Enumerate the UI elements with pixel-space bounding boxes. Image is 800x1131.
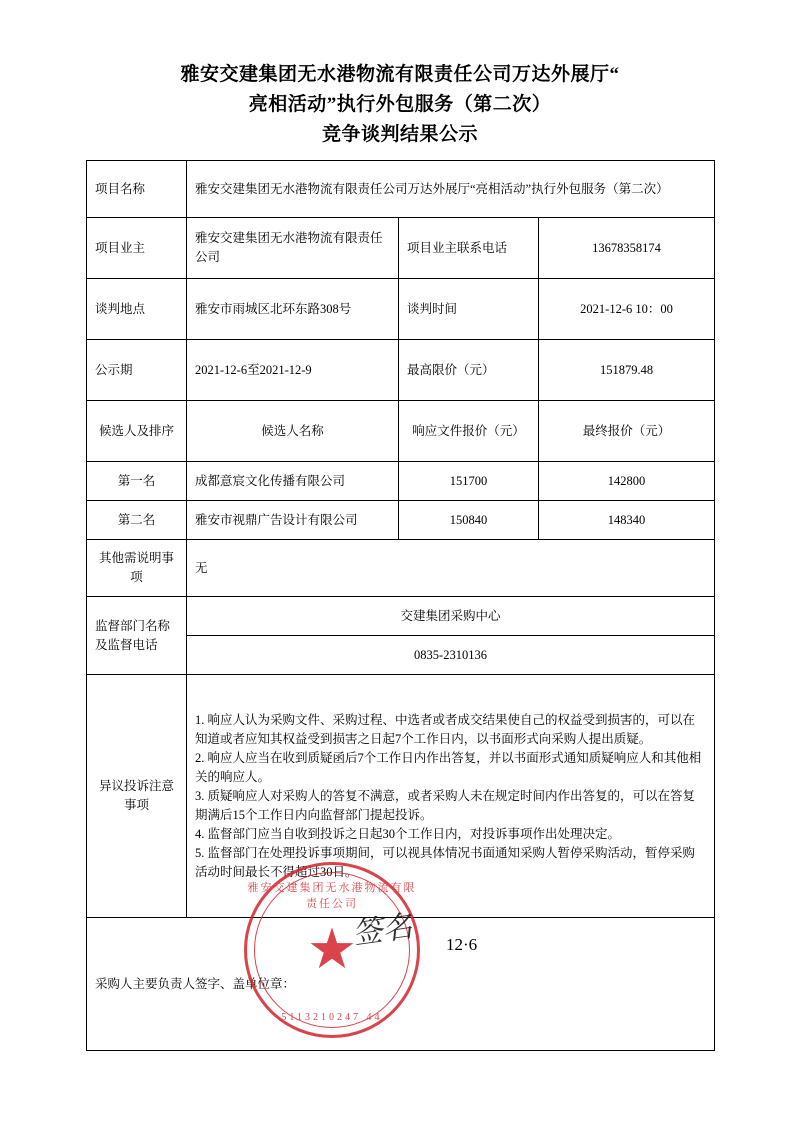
table-row-publicity [87, 340, 715, 401]
title-line-1: 雅安交建集团无水港物流有限责任公司万达外展厅“ [180, 64, 620, 85]
publicity-label: 公示期 [87, 340, 187, 401]
page-title [86, 60, 714, 150]
place-value: 雅安市雨城区北环东路308号 [187, 279, 399, 340]
max-price-value: 151879.48 [539, 340, 715, 401]
candidate-rank-1: 第一名 [87, 462, 187, 501]
seal-bottom-text: 5113210247 44 [281, 1012, 383, 1023]
table-row-place-time [87, 279, 715, 340]
objection-item-4: 4. 监督部门应当自收到投诉之日起30个工作日内，对投诉事项作出处理决定。 [195, 826, 621, 841]
max-price-label: 最高限价（元） [399, 340, 539, 401]
candidate-name-label: 候选人名称 [187, 401, 399, 462]
candidate-response-price-1: 151700 [399, 462, 539, 501]
candidate-rank-2: 第二名 [87, 501, 187, 540]
owner-label: 项目业主 [87, 218, 187, 279]
title-line-3: 竞争谈判结果公示 [321, 124, 478, 145]
objection-label: 异议投诉注意事项 [87, 675, 187, 918]
table-row-supervisor-name [87, 597, 715, 636]
project-name-label: 项目名称 [87, 161, 187, 218]
response-price-label: 响应文件报价（元） [399, 401, 539, 462]
table-row-candidate-2 [87, 501, 715, 540]
other-value: 无 [187, 540, 715, 597]
publicity-value: 2021-12-6至2021-12-9 [187, 340, 399, 401]
other-label: 其他需说明事项 [87, 540, 187, 597]
candidate-response-price-2: 150840 [399, 501, 539, 540]
candidate-final-price-2: 148340 [539, 501, 715, 540]
table-row-objection [87, 675, 715, 918]
owner-phone-label: 项目业主联系电话 [399, 218, 539, 279]
star-icon: ★ [306, 919, 358, 981]
objection-item-1: 1. 响应人认为采购文件、采购过程、中选者或者成交结果使自己的权益受到损害的，可以在知道或者应知其权益受到损害之日起7个工作日内，以书面形式向采购人提出质疑。 [195, 712, 696, 746]
owner-phone-value: 13678358174 [539, 218, 715, 279]
objection-item-3: 3. 质疑响应人对采购人的答复不满意，或者采购人未在规定时间内作出答复的，可以在答复期满后15个工作日内向监督部门提起投诉。 [195, 788, 696, 822]
table-row-owner [87, 218, 715, 279]
final-price-label: 最终报价（元） [539, 401, 715, 462]
objection-item-2: 2. 响应人应当在收到质疑函后7个工作日内作出答复，并以书面形式通知质疑响应人和其他相关的响应人。 [195, 750, 702, 784]
candidate-name-2: 雅安市视鼎广告设计有限公司 [187, 501, 399, 540]
candidate-name-1: 成都意宸文化传播有限公司 [187, 462, 399, 501]
objection-notes [187, 675, 715, 918]
supervisor-name: 交建集团采购中心 [187, 597, 715, 636]
time-value: 2021-12-6 10：00 [539, 279, 715, 340]
title-line-2: 亮相活动”执行外包服务（第二次） [248, 94, 552, 115]
table-row-candidate-header [87, 401, 715, 462]
supervisor-label: 监督部门名称及监督电话 [87, 597, 187, 675]
project-name-value: 雅安交建集团无水港物流有限责任公司万达外展厅“亮相活动”执行外包服务（第二次） [187, 161, 715, 218]
candidate-rank-label: 候选人及排序 [87, 401, 187, 462]
objection-item-5: 5. 监督部门在处理投诉事项期间，可以视具体情况书面通知采购人暂停采购活动，暂停采购活动时间最长不得超过30日。 [195, 845, 696, 879]
table-row-other [87, 540, 715, 597]
table-row-candidate-1 [87, 462, 715, 501]
handwritten-date: 12·6 [446, 935, 478, 954]
supervisor-phone: 0835-2310136 [187, 636, 715, 675]
table-row-project-name [87, 161, 715, 218]
signature-label: 采购人主要负责人签字、盖单位章： [87, 918, 715, 1051]
owner-value: 雅安交建集团无水港物流有限责任公司 [187, 218, 399, 279]
candidate-final-price-1: 142800 [539, 462, 715, 501]
handwritten-signature: 签名 [350, 908, 415, 952]
seal-top-text: 雅安交建集团无水港物流有限责任公司 [247, 882, 417, 910]
place-label: 谈判地点 [87, 279, 187, 340]
time-label: 谈判时间 [399, 279, 539, 340]
